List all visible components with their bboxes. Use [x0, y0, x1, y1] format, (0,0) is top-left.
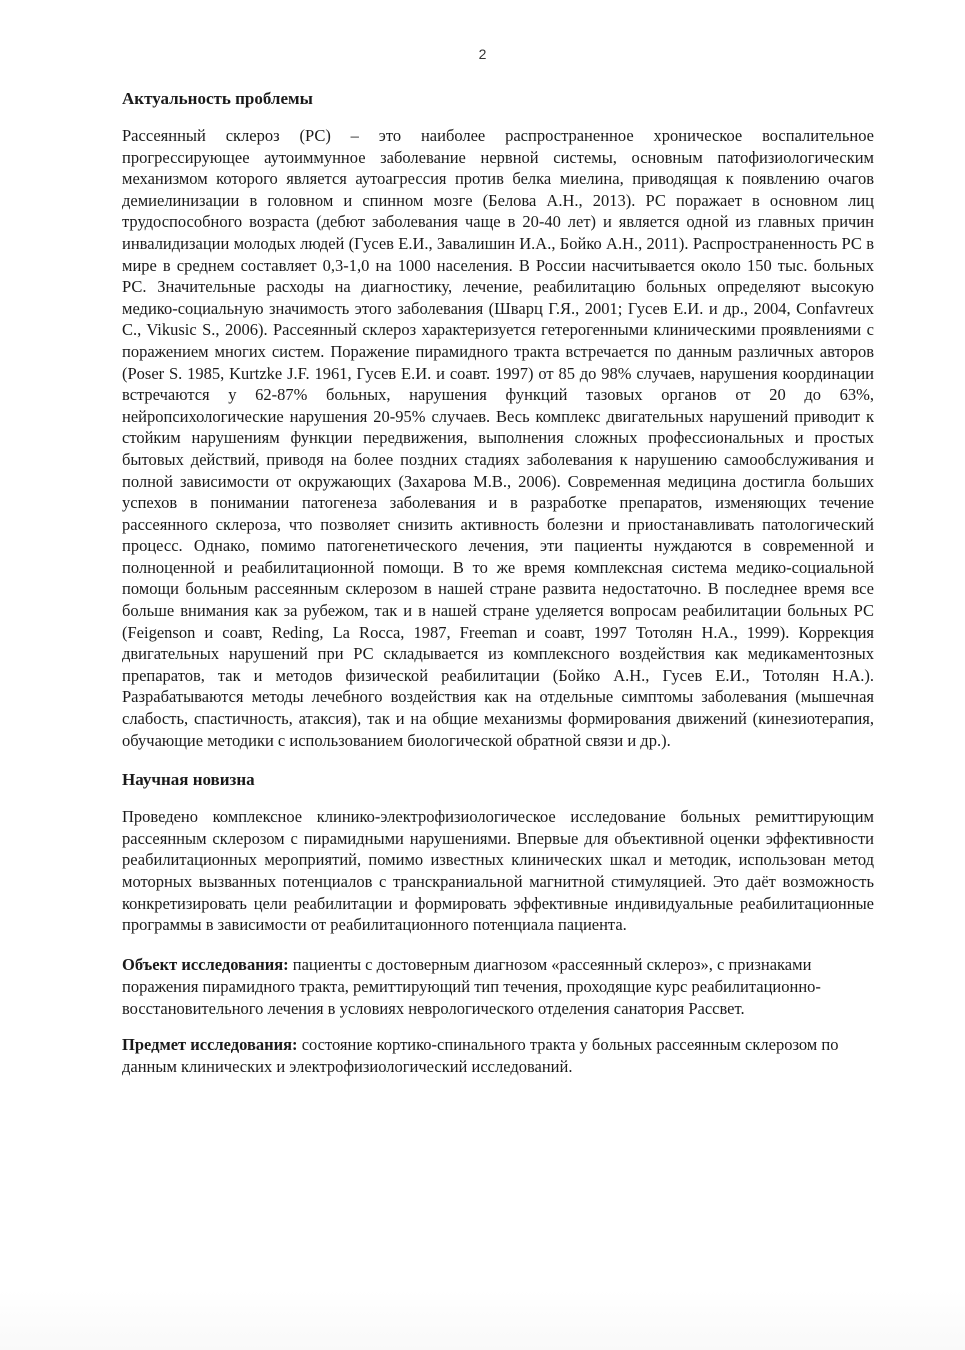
paragraph-novelty: Проведено комплексное клинико-электрофизиологическое исследование больных ремиттирующим рассеянным склерозом с пирамидными нарушениями. Впервые для объективной оценки эффективности реабилитационных мероприятий, помимо известных клинических шкал и методик, использован метод моторных вызванных потенциалов с транскраниальной магнитной стимуляцией. Это даёт возможность конкретизировать цели реабилитации и формировать эффективные индивидуальные реабилитационные программы в зависимости от реабилитационного потенциала пациента.: [122, 807, 874, 935]
document-body: [122, 88, 874, 1078]
page-number: 2: [478, 46, 487, 62]
research-object: [122, 954, 874, 1020]
section-relevance: [122, 88, 874, 751]
section-heading-relevance: Актуальность проблемы: [122, 89, 313, 108]
section-heading-novelty: Научная новизна: [122, 770, 255, 790]
research-subject-label: Предмет исследования:: [122, 1034, 298, 1054]
research-subject: [122, 1034, 874, 1078]
section-novelty: [122, 769, 874, 936]
research-subject-text: состояние кортико-спинального тракта у больных рассеянным склерозом по данным клинических и электрофизиологический исследований.: [122, 1034, 839, 1076]
research-object-text: пациенты с достоверным диагнозом «рассеянный склероз», с признаками поражения пирамидного тракта, ремиттирующий тип течения, проходящие курс реабилитационно-восстановительного лечения в условиях неврологического отделения санатория Рассвет.: [122, 954, 821, 1018]
research-object-label: Объект исследования:: [122, 954, 289, 974]
scan-edge-shading: [0, 1290, 965, 1350]
paragraph-relevance: Рассеянный склероз (РС) – это наиболее распространенное хроническое воспалительное прогрессирующее аутоиммунное заболевание нервной системы, основным патофизиологическим механизмом которого является аутоагрессия против белка миелина, приводящая к появлению очагов демиелинизации в головном и спинном мозге (Белова А.Н., 2013). РС поражает в основном лиц трудоспособного возраста (дебют заболевания чаще в 20-40 лет) и является одной из главных причин инвалидизации молодых людей (Гусев Е.И., Завалишин И.А., Бойко А.Н., 2011). Распространенность РС в мире в среднем составляет 0,3-1,0 на 1000 населения. В России насчитывается около 150 тыс. больных РС. Значительные расходы на диагностику, лечение, реабилитацию больных определяют высокую медико-социальную значимость этого заболевания (Шварц Г.Я., 2001; Гусев Е.И. и др., 2004, Confavreux C., Vikusic S., 2006). Рассеянный склероз характеризуется гетерогенными клиническими проявлениями с поражением многих систем. Поражение пирамидного тракта встречается по данным различных авторов (Poser S. 1985, Kurtzke J.F. 1961, Гусев Е.И. и соавт. 1997) от 85 до 98% случаев, нарушения координации встречаются у 62-87% больных, нарушения функций тазовых органов от 20 до 63%, нейропсихологические нарушения 20-95% случаев. Весь комплекс двигательных нарушений приводит к стойким нарушениям функции передвижения, выполнения сложных профессиональных и простых бытовых действий, приводя на более поздних стадиях заболевания к нарушению самообслуживания и полной зависимости от окружающих (Захарова М.В., 2006). Современная медицина достигла больших успехов в понимании патогенеза заболевания и в разработке препаратов, изменяющих течение рассеянного склероза, что позволяет снизить активность болезни и приостанавливать патологический процесс. Однако, помимо патогенетического лечения, эти пациенты нуждаются в современной и полноценной и реабилитационной помощи. В то же время комплексная система медико-социальной помощи больным рассеянным склерозом в нашей стране развита недостаточно. В последнее время все больше внимания как за рубежом, так и в нашей стране уделяется вопросам реабилитации больных РС (Feigenson и соавт, Reding, La Rocca, 1987, Freeman и соавт, 1997 Тотолян Н.А., 1999). Коррекция двигательных нарушений при РС складывается из комплексного воздействия как медикаментозных препаратов, так и методов физической реабилитации (Бойко А.Н., Гусев Е.И., Тотолян Н.А.). Разрабатываются методы лечебного воздействия как на отдельные симптомы заболевания (мышечная слабость, спастичность, атаксия), так и на общие механизмы формирования движений (кинезиотерапия, обучающие методики с использованием биологической обратной связи и др.).: [122, 126, 874, 750]
